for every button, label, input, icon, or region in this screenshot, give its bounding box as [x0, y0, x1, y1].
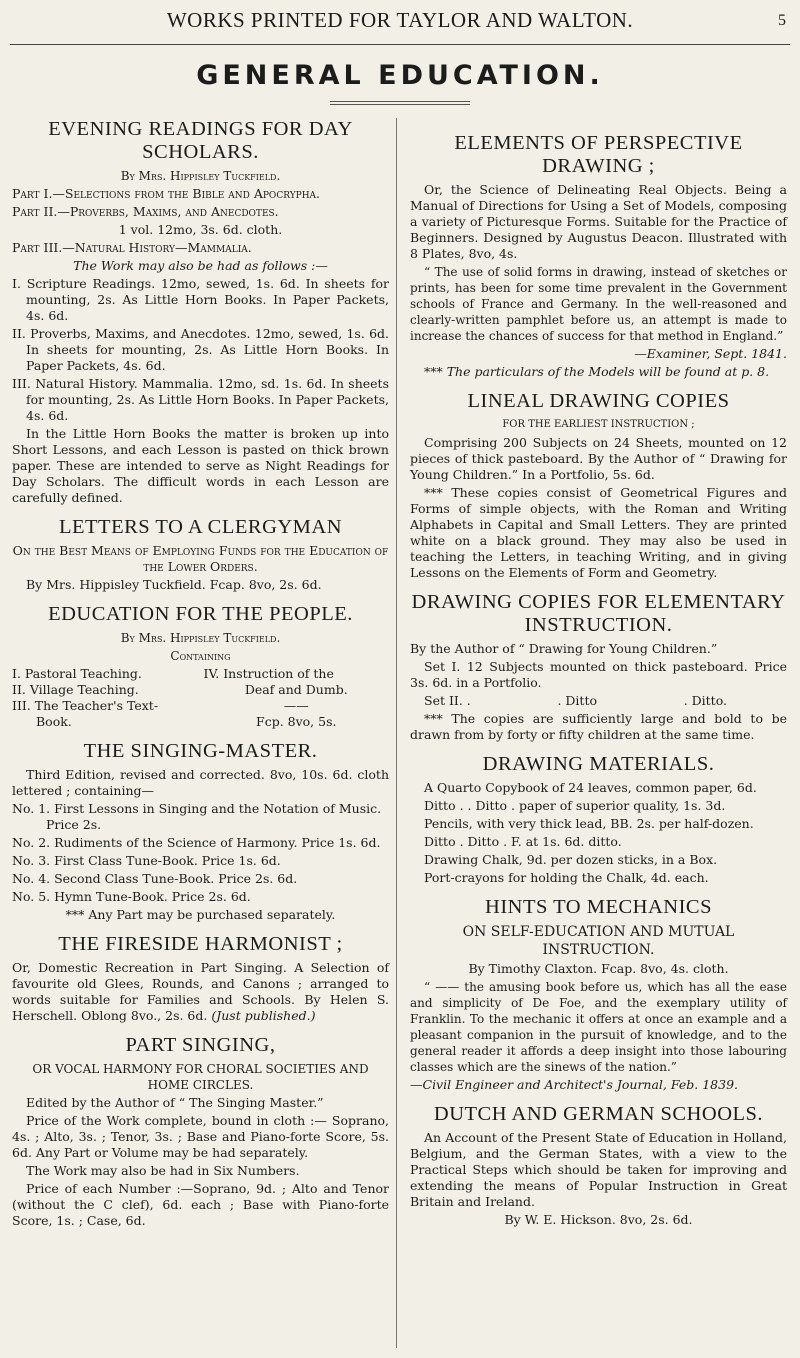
part-singing-entry — [12, 1034, 389, 1229]
contents-item: II. Village Teaching. — [12, 682, 139, 697]
right-column — [410, 118, 787, 1230]
number-item: No. 5. Hymn Tune-Book. Price 2s. 6d. — [12, 889, 251, 904]
contents-rule: —— — [283, 698, 309, 713]
entry-description: In the Little Horn Books the matter is broken up into Short Lessons, and each Lesson is pasted on thick brown paper. These are intended to serve as Night Readings for Day Scholars. The difficult words in each Lesson are carefully defined. — [12, 426, 389, 505]
part-line: Part II.—Proverbs, Maxims, and Anecdotes. — [12, 204, 279, 219]
number-item: No. 2. Rudiments of the Science of Harmony. Price 1s. 6d. — [12, 835, 381, 850]
entry-note: *** Any Part may be purchased separately. — [65, 907, 336, 922]
format-item: I. Scripture Readings. 12mo, sewed, 1s. 6d. In sheets for mounting, 2s. As Little Horn Books. In Paper Packets, 4s. 6d. — [12, 276, 389, 323]
entry-title: EVENING READINGS FOR DAY SCHOLARS. — [48, 118, 353, 163]
left-column — [12, 118, 389, 1231]
entry-text: Comprising 200 Subjects on 24 Sheets, mounted on 12 pieces of thick pasteboard. By the Author of “ Drawing for Young Children.” In a Portfolio, 5s. 6d. — [410, 435, 787, 482]
fireside-harmonist-entry — [12, 933, 389, 1024]
material-line: Port-crayons for holding the Chalk, 4d. each. — [424, 870, 709, 885]
entry-subtitle: OR VOCAL HARMONY FOR CHORAL SOCIETIES AND HOME CIRCLES. — [32, 1062, 369, 1092]
entry-title: DUTCH AND GERMAN SCHOOLS. — [433, 1103, 764, 1125]
material-line: Ditto . Ditto . F. at 1s. 6d. ditto. — [424, 834, 622, 849]
entry-note: *** The copies are sufficiently large and bold to be drawn from by forty or fifty children at the same time. — [410, 711, 787, 742]
entry-title: THE FIRESIDE HARMONIST ; — [58, 933, 343, 955]
entry-subtitle: FOR THE EARLIEST INSTRUCTION ; — [502, 419, 695, 430]
singing-master-entry — [12, 740, 389, 923]
material-line: Ditto . . Ditto . paper of superior quality, 1s. 3d. — [424, 798, 726, 813]
contents-list — [12, 666, 389, 730]
entry-edition: Third Edition, revised and corrected. 8vo, 10s. 6d. cloth lettered ; containing— — [12, 767, 389, 798]
part-line: Part III.—Natural History—Mammalia. — [12, 240, 252, 255]
entry-note: *** These copies consist of Geometrical Figures and Forms of simple objects, with the Roman and Writing Alphabets in Capital and Small Letters. They are printed white on a black ground. They may also be used in teaching the Letters, in teaching Writing, and in giving Lessons on the Elements of Form and Geometry. — [410, 485, 787, 580]
drawing-materials-entry — [410, 753, 787, 886]
set-ditto: . Ditto. — [683, 693, 727, 708]
contents-item: Deaf and Dumb. — [244, 682, 348, 697]
entry-quote: “ —— the amusing book before us, which has all the ease and simplicity of De Foe, and the exemplary utility of Franklin. To the mechanic it offers at once an example and a pleasant companion in the pursuit of knowledge, and to the general reader it affords a deep insight into those labouring classes which are the sinews of the nation.” — [410, 980, 787, 1074]
entry-author: By Mrs. Hippisley Tuckfield. — [120, 169, 281, 183]
entry-byline: By W. E. Hickson. 8vo, 2s. 6d. — [504, 1212, 693, 1227]
quote-source: —Examiner, Sept. 1841. — [634, 346, 787, 361]
entry-published: (Just published.) — [211, 1008, 316, 1023]
also-note: The Work may also be had as follows :— — [73, 258, 328, 273]
dutch-german-entry — [410, 1103, 787, 1228]
set-label: Set II. . — [424, 693, 471, 708]
format-item: III. Natural History. Mammalia. 12mo, sd. 1s. 6d. In sheets for mounting, 2s. As Little Horn Books. In Paper Packets, 4s. 6d. — [12, 376, 389, 423]
entry-note: *** The particulars of the Models will be found at p. 8. — [424, 364, 770, 379]
part-line: Part I.—Selections from the Bible and Apocrypha. — [12, 186, 321, 201]
entry-price: Fcp. 8vo, 5s. — [256, 714, 337, 729]
part-line: 1 vol. 12mo, 3s. 6d. cloth. — [118, 222, 283, 237]
material-line: Drawing Chalk, 9d. per dozen sticks, in a Box. — [424, 852, 718, 867]
entry-title: DRAWING COPIES FOR ELEMENTARY INSTRUCTION. — [411, 591, 786, 636]
entry-edited: Edited by the Author of “ The Singing Master.” — [26, 1095, 324, 1110]
education-people-entry — [12, 603, 389, 730]
set-line: Set I. 12 Subjects mounted on thick pasteboard. Price 3s. 6d. in a Portfolio. — [410, 659, 787, 690]
number-item: No. 1. First Lessons in Singing and the Notation of Music. Price 2s. — [12, 801, 382, 832]
entry-title: ELEMENTS OF PERSPECTIVE DRAWING ; — [454, 132, 743, 177]
hints-mechanics-entry — [410, 896, 787, 1093]
containing-label: Containing — [170, 649, 231, 663]
entry-price: Price of the Work complete, bound in cloth :— Soprano, 4s. ; Alto, 3s. ; Tenor, 3s. ; Base and Piano-forte Score, 5s. 6d. Any Part or Volume may be had separately. — [12, 1113, 389, 1160]
entry-byline: By Timothy Claxton. Fcap. 8vo, 4s. cloth. — [468, 961, 729, 976]
entry-title: EDUCATION FOR THE PEOPLE. — [48, 603, 353, 625]
lineal-drawing-entry — [410, 390, 787, 581]
entry-title: LINEAL DRAWING COPIES — [467, 390, 730, 412]
set-line — [410, 693, 787, 709]
perspective-entry — [410, 132, 787, 380]
top-rule — [10, 44, 790, 45]
entry-title: HINTS TO MECHANICS — [485, 896, 712, 918]
evening-readings-entry — [12, 118, 389, 506]
contents-item: III. The Teacher's Text- — [12, 698, 159, 713]
entry-price: Price of each Number :—Soprano, 9d. ; Alto and Tenor (without the C clef), 6d. each ; Base with Piano-forte Score, 1s. ; Case, 6d. — [12, 1181, 389, 1228]
running-head: WORKS PRINTED FOR TAYLOR AND WALTON. — [166, 8, 634, 32]
entry-numbers: The Work may also be had in Six Numbers. — [26, 1163, 300, 1178]
entry-title: LETTERS TO A CLERGYMAN — [58, 516, 343, 538]
title-rule-double — [330, 104, 470, 105]
entry-subtitle: On the Best Means of Employing Funds for the Education of the Lower Orders. — [12, 543, 389, 574]
title-rule — [330, 101, 470, 102]
entry-byline: By Mrs. Hippisley Tuckfield. Fcap. 8vo, 2s. 6d. — [26, 577, 322, 592]
entry-author: By Mrs. Hippisley Tuckfield. — [120, 631, 281, 645]
quote-source: —Civil Engineer and Architect's Journal, Feb. 1839. — [410, 1077, 738, 1092]
column-divider — [396, 118, 397, 1348]
entry-author: By the Author of “ Drawing for Young Children.” — [410, 641, 718, 656]
number-item: No. 4. Second Class Tune-Book. Price 2s. 6d. — [12, 871, 298, 886]
entry-title: THE SINGING-MASTER. — [83, 740, 318, 762]
drawing-copies-entry — [410, 591, 787, 743]
entry-subtitle: ON SELF-EDUCATION AND MUTUAL INSTRUCTION. — [462, 924, 735, 958]
number-item: No. 3. First Class Tune-Book. Price 1s. 6d. — [12, 853, 281, 868]
entry-text: Or, the Science of Delineating Real Objects. Being a Manual of Directions for Using a Set of Models, composing a variety of Picturesque Forms. Suitable for the Practice of Beginners. Designed by Augustus Deacon. Illustrated with 8 Plates, 8vo, 4s. — [410, 182, 787, 261]
entry-title: DRAWING MATERIALS. — [482, 753, 715, 775]
contents-item: IV. Instruction of the — [203, 666, 334, 681]
contents-item: I. Pastoral Teaching. — [12, 666, 142, 681]
entry-text: Or, Domestic Recreation in Part Singing. A Selection of favourite old Glees, Rounds, and Canons ; arranged to words suitable for Families and Schools. By Helen S. Herschell. Oblong 8vo., 2s. 6d. — [12, 960, 389, 1023]
format-item: II. Proverbs, Maxims, and Anecdotes. 12mo, sewed, 1s. 6d. In sheets for mounting, 2s. As Little Horn Books. In Paper Packets, 4s. 6d. — [12, 326, 389, 373]
entry-quote: “ The use of solid forms in drawing, instead of sketches or prints, has been for some time prevalent in the Government schools of France and Germany. In the well-reasoned and clearly-written pamphlet before us, an attempt is made to increase the chances of success for that method in England.” — [410, 265, 787, 343]
entry-title: PART SINGING, — [125, 1034, 276, 1056]
material-line: A Quarto Copybook of 24 leaves, common paper, 6d. — [424, 780, 757, 795]
page-number: 5 — [778, 12, 786, 29]
contents-item: Book. — [36, 714, 72, 729]
section-title: GENERAL EDUCATION. — [196, 60, 604, 91]
set-ditto: . Ditto — [557, 693, 597, 708]
entry-text: An Account of the Present State of Education in Holland, Belgium, and the German States, with a view to the Practical Steps which should be taken for improving and extending the means of Popular Instruction in Great Britain and Ireland. — [410, 1130, 787, 1209]
material-line: Pencils, with very thick lead, BB. 2s. per half-dozen. — [424, 816, 754, 831]
letters-entry — [12, 516, 389, 593]
